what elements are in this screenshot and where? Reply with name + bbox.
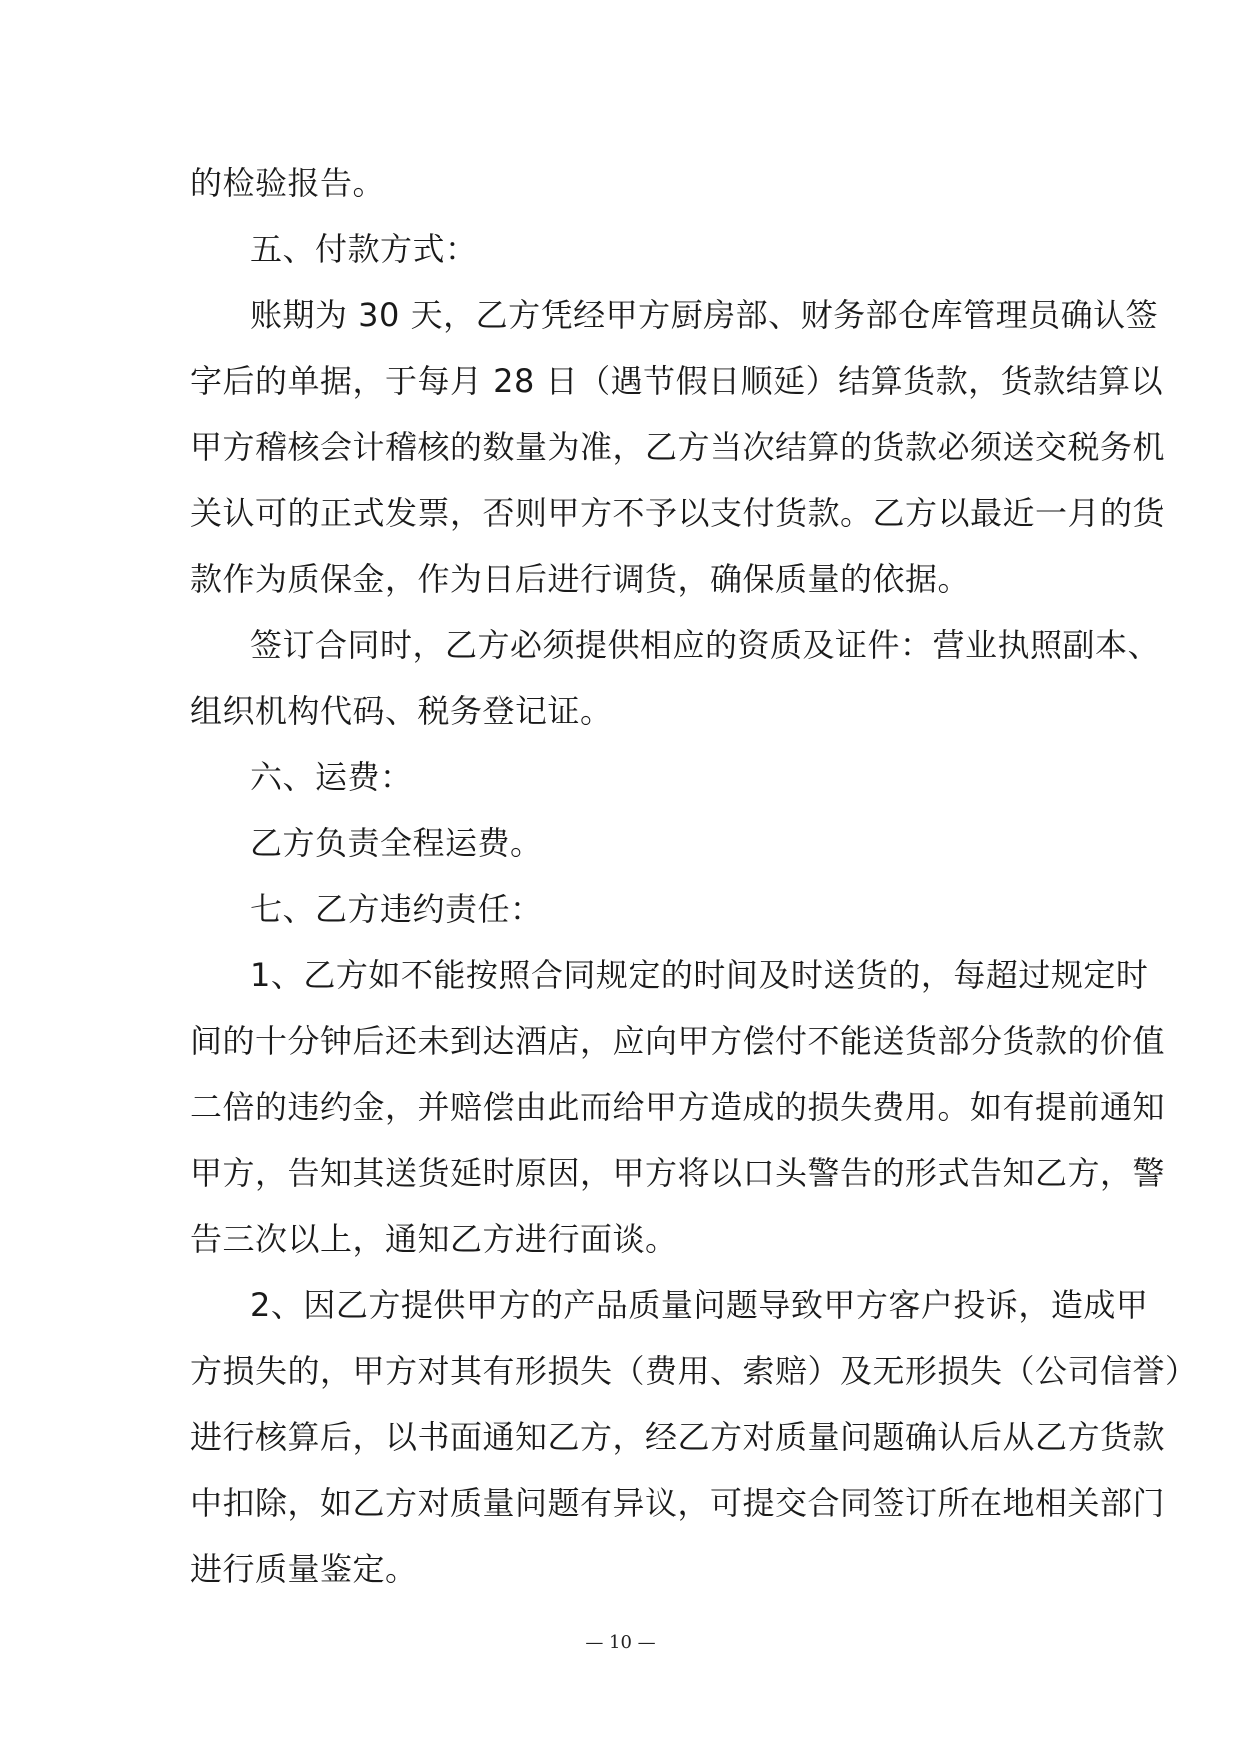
text-line: 甲方稽核会计稽核的数量为准，乙方当次结算的货款必须送交税务机 (190, 428, 1166, 466)
text-line: 告三次以上，通知乙方进行面谈。 (190, 1220, 678, 1258)
text-line: 的检验报告。 (190, 164, 386, 202)
text-line: 签订合同时，乙方必须提供相应的资质及证件：营业执照副本、 (250, 626, 1161, 664)
page-number: — 10 — (585, 1632, 656, 1653)
text-line: 间的十分钟后还未到达酒店，应向甲方偿付不能送货部分货款的价值 (190, 1022, 1166, 1060)
text-line: 二倍的违约金，并赔偿由此而给甲方造成的损失费用。如有提前通知 (190, 1088, 1166, 1126)
text-line: 进行质量鉴定。 (190, 1550, 418, 1588)
text-line: 进行核算后，以书面通知乙方，经乙方对质量问题确认后从乙方货款 (190, 1418, 1166, 1456)
document-body (190, 150, 1198, 1602)
text-line: 乙方负责全程运费。 (250, 824, 543, 862)
section-heading: 七、乙方违约责任： (250, 890, 543, 928)
text-line: 字后的单据，于每月 28 日（遇节假日顺延）结算货款，货款结算以 (190, 362, 1164, 400)
text-line: 1、乙方如不能按照合同规定的时间及时送货的，每超过规定时 (250, 956, 1149, 994)
text-line: 组织机构代码、税务登记证。 (190, 692, 613, 730)
text-line: 款作为质保金，作为日后进行调货，确保质量的依据。 (190, 560, 971, 598)
text-line: 2、因乙方提供甲方的产品质量问题导致甲方客户投诉，造成甲 (250, 1286, 1149, 1324)
text-line: 账期为 30 天，乙方凭经甲方厨房部、财务部仓库管理员确认签 (250, 296, 1159, 334)
text-line: 方损失的，甲方对其有形损失（费用、索赔）及无形损失（公司信誉） (190, 1352, 1198, 1390)
text-line: 甲方，告知其送货延时原因，甲方将以口头警告的形式告知乙方，警 (190, 1154, 1166, 1192)
section-heading: 六、运费： (250, 758, 413, 796)
text-line: 中扣除，如乙方对质量问题有异议，可提交合同签订所在地相关部门 (190, 1484, 1166, 1522)
text-line: 关认可的正式发票，否则甲方不予以支付货款。乙方以最近一月的货 (190, 494, 1166, 532)
section-heading: 五、付款方式： (250, 230, 478, 268)
